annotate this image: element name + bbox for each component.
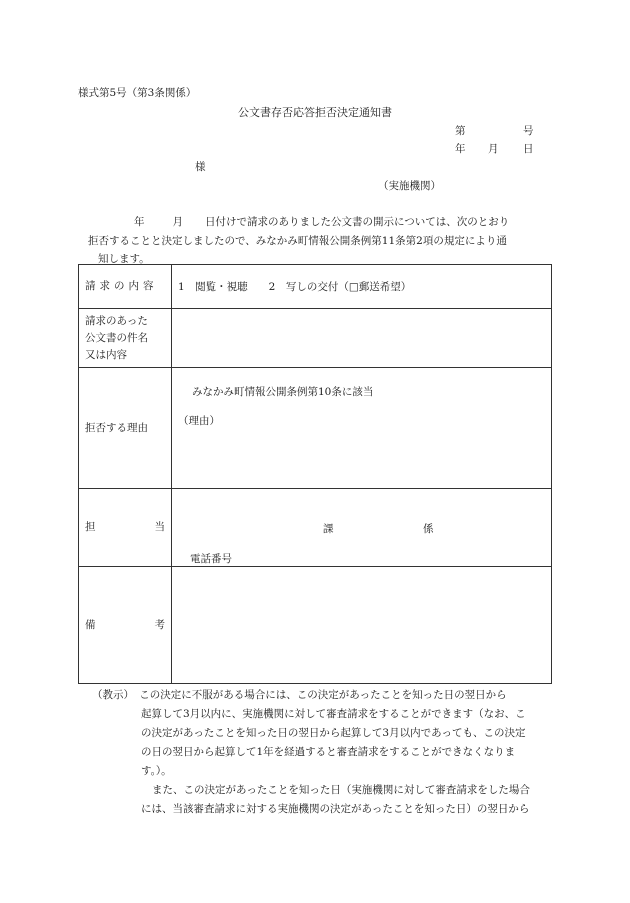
document-name-label-line-3: 又は内容 [85,348,127,361]
notes-line-2: 起算して3月以内に、実施機関に対して審査請求をすることができます（なお、こ [141,708,526,720]
document-name-label-line-2: 公文書の件名 [85,331,148,344]
addressee-honorific: 様 [195,161,206,173]
table-row-refusal-reason [79,368,552,489]
remarks-label-a: 備 [85,618,96,631]
person-in-charge-value [172,489,552,567]
notes-line-7: には、当該審査請求に対する実施機関の決定があったことを知った日）の翌日から [141,803,530,815]
date-month: 月 [488,143,499,155]
person-in-charge-label [79,489,172,567]
body-paragraph [88,213,558,269]
form-number: 様式第5号（第3条関係） [78,87,197,99]
date-year: 年 [455,143,466,155]
section-kakari: 係 [423,523,434,535]
body-line-1-text: 日付けで請求のありました公文書の開示については、次のとおり [205,216,510,228]
notes-prefix: （教示） [92,689,129,701]
section-ka: 課 [323,523,334,535]
request-content-label: 請求の内容 [79,265,172,309]
table-row-request-content [79,265,552,309]
body-line-1 [88,213,558,232]
table-row-remarks [79,567,552,684]
date-day: 日 [523,143,534,155]
document-name-label [79,309,172,368]
table-row-document-name [79,309,552,368]
notes-line-3: の決定があったことを知った日の翌日から起算して3月以内であっても、この決定 [141,727,526,739]
person-in-charge-label-a: 担 [85,521,96,533]
notes-line-4: の日の翌日から起算して1年を経過すると審査請求をすることができなくなりま [141,746,516,758]
number-go: 号 [523,125,534,137]
person-in-charge-label-b: 当 [154,521,165,533]
document-name-value [172,309,552,368]
document-name-label-line-1: 請求のあった [85,314,148,327]
notes-line-1 [92,686,562,705]
body-month: 月 [172,216,183,228]
notes-line-6: また、この決定があったことを知った日（実施機関に対して審査請求をした場合 [152,784,530,796]
table-row-person-in-charge [79,489,552,567]
phone-number-label: 電話番号 [190,553,232,565]
remarks-value [172,567,552,684]
agency-label: （実施機関） [378,180,441,192]
notes-line-1-text: この決定に不服がある場合には、この決定があったことを知った日の翌日から [139,689,507,701]
notes-line-5: す。）。 [141,765,172,777]
notice-table [78,264,552,684]
body-line-3: 知します。 [98,253,150,265]
body-line-2: 拒否することと決定しましたので、みなかみ町情報公開条例第11条第2項の規定により通 [88,234,507,247]
remarks-label-b: 考 [154,618,165,631]
refusal-reason-label: 拒否する理由 [79,368,172,489]
remarks-label [79,567,172,684]
request-content-value: 1 閲覧・視聴 2 写しの交付（□郵送希望） [172,265,552,309]
refusal-reason-ordinance: みなかみ町情報公開条例第10条に該当 [192,386,374,398]
refusal-reason-value [172,368,552,489]
body-year: 年 [134,216,145,228]
instruction-notes [92,686,562,819]
refusal-reason-detail: （理由） [178,415,220,427]
number-dai: 第 [455,125,466,137]
document-title: 公文書存否応答拒否決定通知書 [238,106,392,119]
